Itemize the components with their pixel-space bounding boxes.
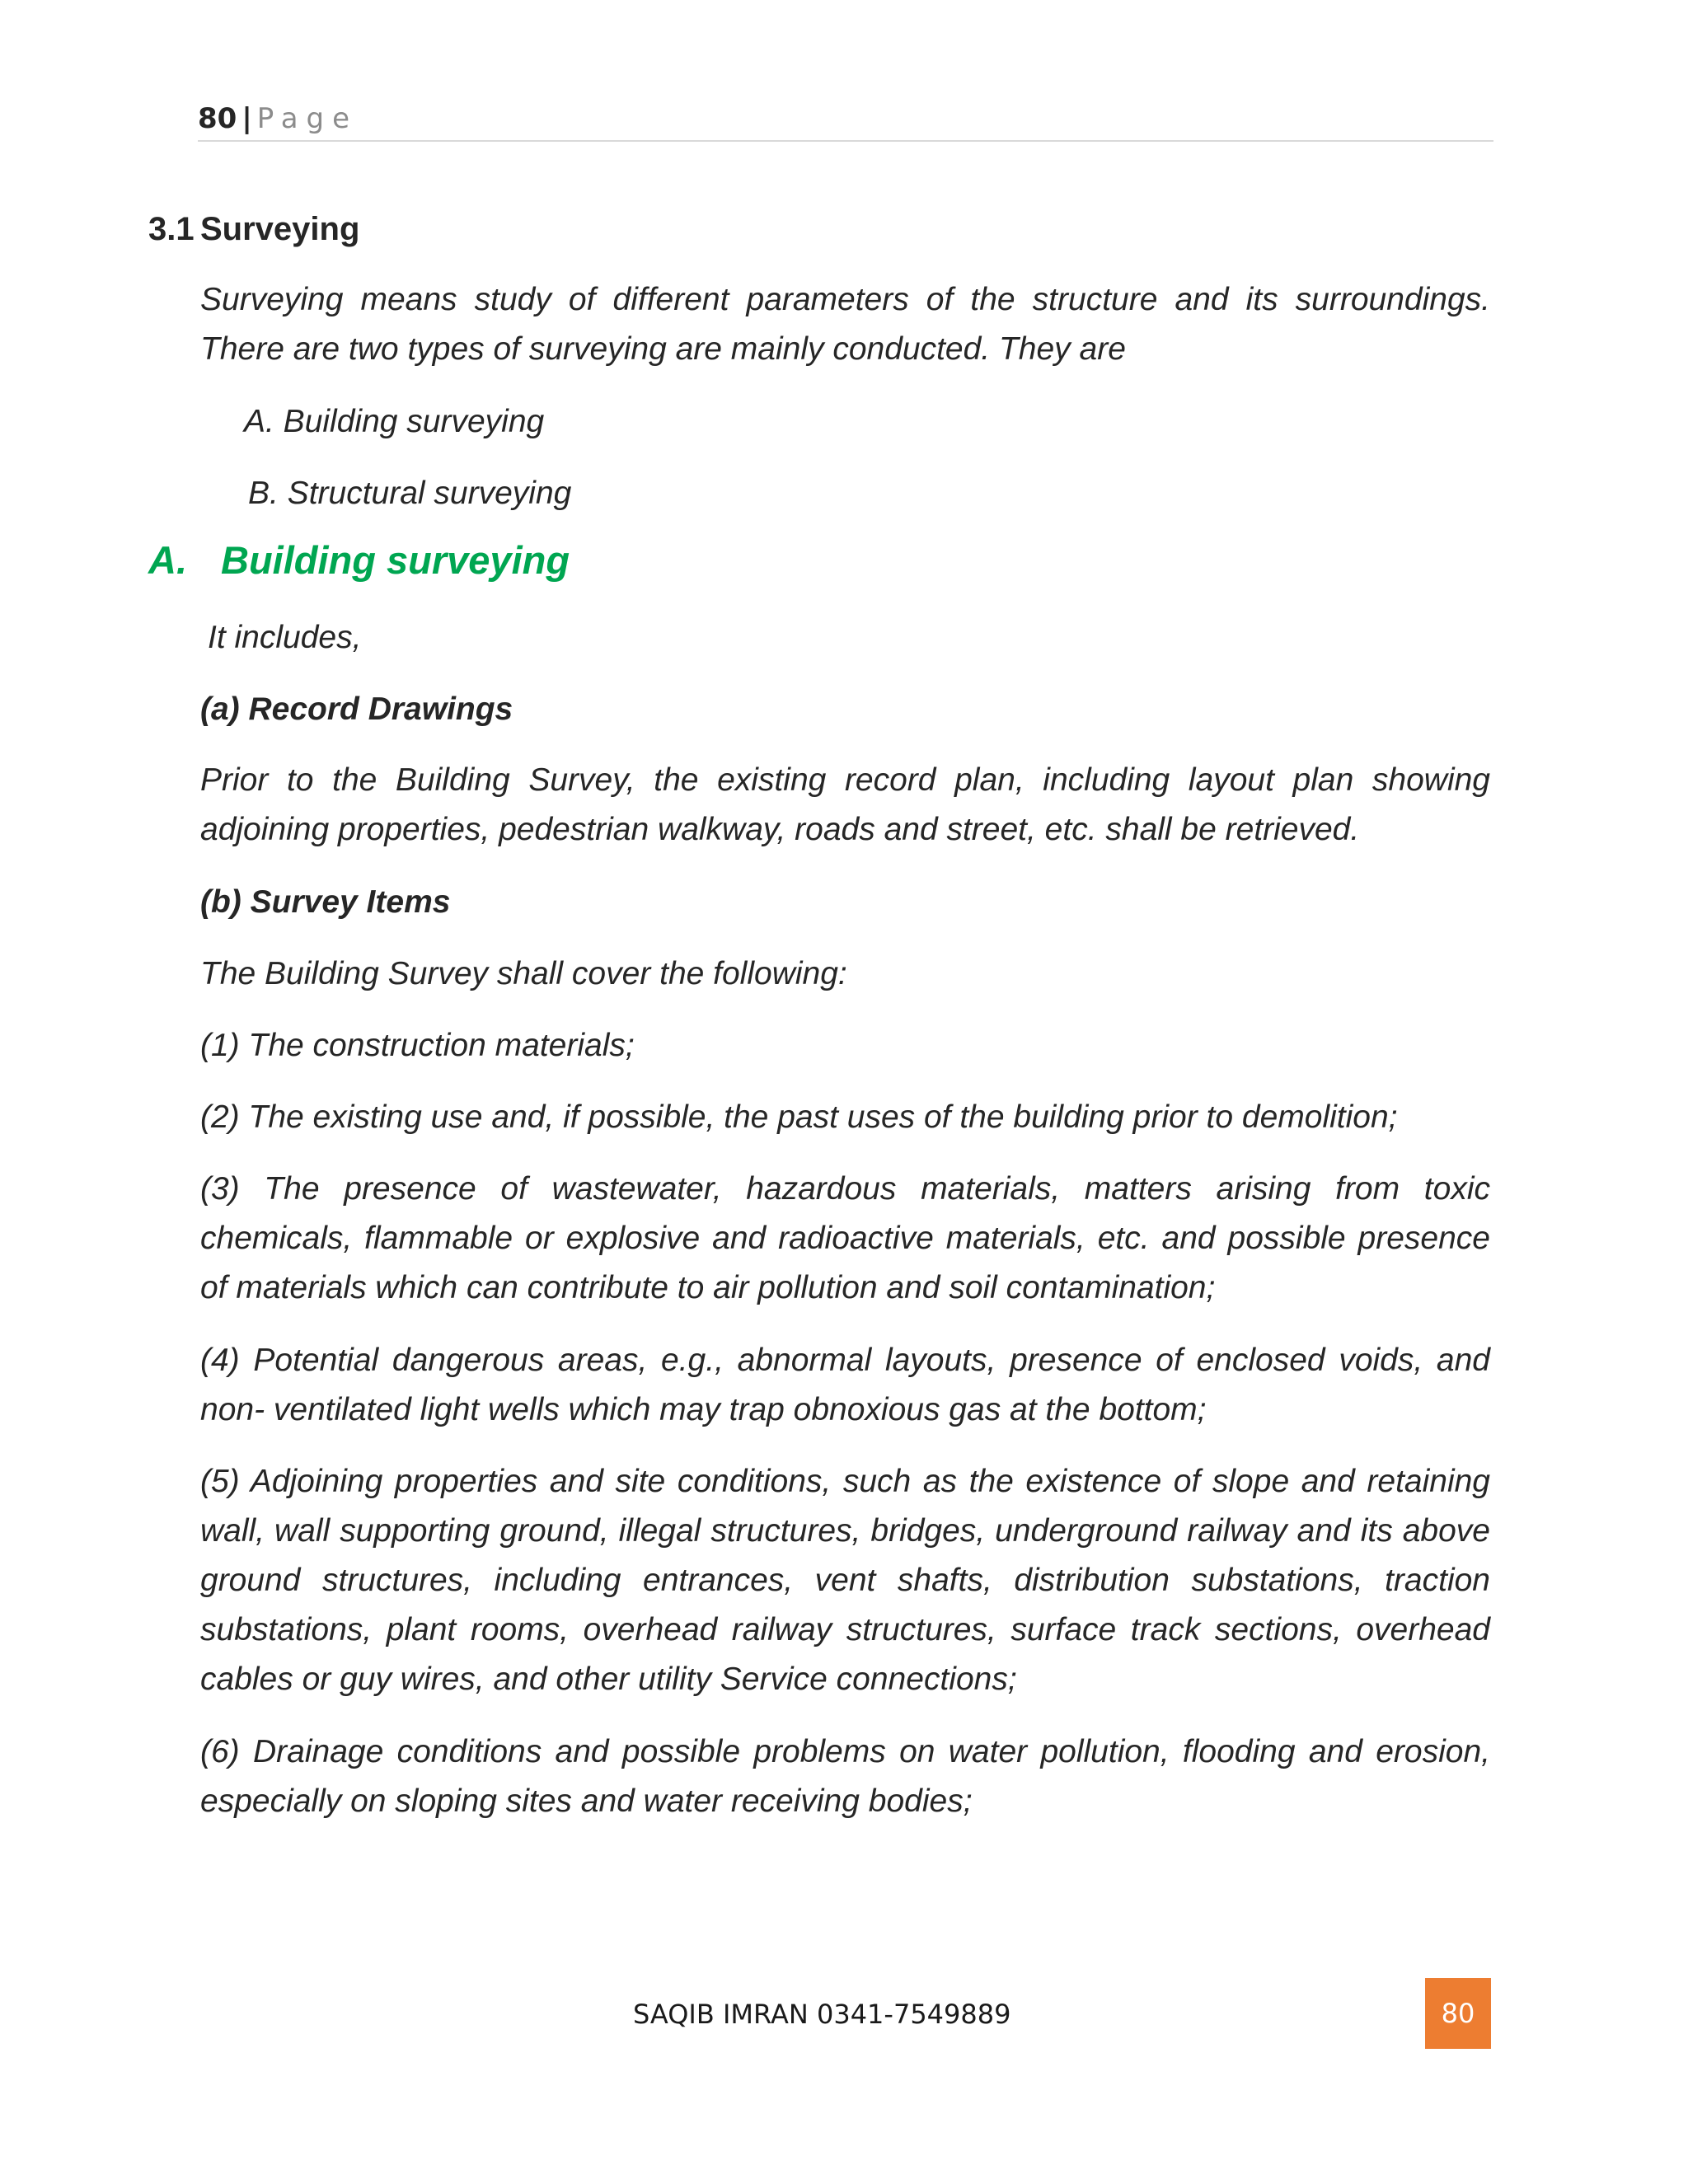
section-number: 3.1 <box>148 211 195 247</box>
survey-item: (2) The existing use and, if possible, the past uses of the building prior to demolition; <box>200 1099 1398 1135</box>
survey-item: (1) The construction materials; <box>200 1028 635 1063</box>
record-drawings-text: Prior to the Building Survey, the existing record plan, including layout plan showing adjoining properties, pedestrian walkway, roads and street, etc. shall be retrieved. <box>200 762 1490 847</box>
page-header <box>198 97 1493 142</box>
footer-page-badge: 80 <box>1425 1978 1491 2049</box>
header-separator: | <box>241 102 252 135</box>
heading-letter: A. <box>148 538 187 582</box>
heading-title: Building surveying <box>221 538 570 582</box>
header-page-label: Page <box>256 102 359 135</box>
survey-items-lead: The Building Survey shall cover the following: <box>200 956 847 991</box>
survey-item: (3) The presence of wastewater, hazardous materials, matters arising from toxic chemicals, flammable or explosive and radioactive materials, etc. and possible presence of materials which can contribute to air pollution and soil contamination; <box>200 1171 1490 1305</box>
survey-item: (5) Adjoining properties and site conditions, such as the existence of slope and retaining wall, wall supporting ground, illegal structures, bridges, underground railway and its above ground structures, including entrances, vent shafts, distribution substations, traction substations, plant rooms, overhead railway structures, surface track sections, overhead cables or guy wires, and other utility Service connections; <box>200 1464 1490 1697</box>
record-drawings-heading: (a) Record Drawings <box>200 691 513 727</box>
survey-item: (6) Drainage conditions and possible problems on water pollution, flooding and erosion, especially on sloping sites and water receiving bodies; <box>200 1734 1490 1819</box>
type-item-b: B. Structural surveying <box>248 476 572 511</box>
header-page-number: 80 <box>198 102 237 135</box>
survey-items-heading: (b) Survey Items <box>200 884 451 920</box>
section-title: Surveying <box>200 211 360 247</box>
survey-item: (4) Potential dangerous areas, e.g., abnormal layouts, presence of enclosed voids, and non- ventilated light wells which may trap obnoxious gas at the bottom; <box>200 1343 1490 1427</box>
building-surveying-heading <box>148 534 570 587</box>
footer-author: SAQIB IMRAN 0341-7549889 <box>633 1999 1011 2030</box>
type-item-a: A. Building surveying <box>244 404 545 439</box>
includes-text: It includes, <box>208 620 362 655</box>
section-intro: Surveying means study of different parameters of the structure and its surroundings. There are two types of surveying are mainly conducted. They are <box>200 282 1490 367</box>
